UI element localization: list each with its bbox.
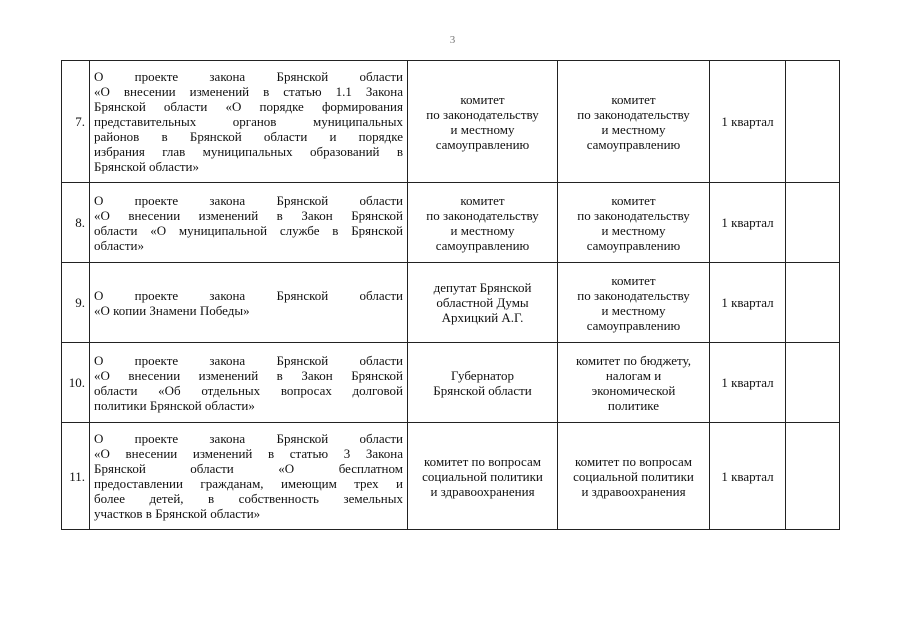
row-initiator — [408, 183, 558, 263]
responsible-line: по законодательству — [577, 106, 690, 122]
plan-table — [61, 60, 840, 530]
row-responsible — [558, 183, 710, 263]
table-row-7 — [62, 61, 840, 183]
row-responsible — [558, 343, 710, 423]
responsible-line: самоуправлению — [586, 317, 681, 333]
table-row-9 — [62, 263, 840, 343]
responsible-line: комитет — [611, 272, 656, 288]
title-line: «О внесении изменений в Закон Брянской — [94, 367, 403, 383]
initiator-line: Губернатор — [451, 367, 514, 383]
responsible-line: комитет по бюджету, — [575, 352, 691, 368]
title-line: «О внесении изменений в Закон Брянской — [94, 207, 403, 223]
row-term: 1 квартал — [710, 423, 786, 530]
initiator-line: комитет — [460, 192, 505, 208]
title-line: районов в Брянской области и порядке — [94, 129, 403, 144]
row-term: 1 квартал — [710, 61, 786, 183]
responsible-line: самоуправлению — [586, 237, 681, 253]
row-initiator — [408, 263, 558, 343]
responsible-line: по законодательству — [577, 207, 690, 223]
initiator-line: комитет — [460, 91, 505, 107]
title-line: более детей, в собственность земельных — [94, 491, 403, 506]
row-number: 8. — [62, 183, 90, 263]
initiator-line: самоуправлению — [435, 136, 530, 152]
title-line: политики Брянской области» — [94, 397, 255, 413]
row-note — [786, 343, 840, 423]
title-line: Брянской области» — [94, 159, 199, 174]
row-initiator — [408, 343, 558, 423]
title-line: «О внесении изменений в статью 1.1 Закона — [94, 84, 403, 99]
responsible-line: и местному — [601, 302, 666, 318]
row-title — [90, 263, 408, 343]
row-title — [90, 61, 408, 183]
row-initiator — [408, 423, 558, 530]
table-row-11 — [62, 423, 840, 530]
initiator-line: социальной политики — [422, 468, 543, 484]
row-number: 9. — [62, 263, 90, 343]
row-responsible — [558, 61, 710, 183]
responsible-line: налогам и — [605, 367, 662, 383]
row-responsible — [558, 423, 710, 530]
responsible-line: комитет — [611, 91, 656, 107]
responsible-line: политике — [607, 397, 660, 413]
row-note — [786, 423, 840, 530]
responsible-line: и местному — [601, 222, 666, 238]
title-line: области «О муниципальной службе в Брянской — [94, 222, 403, 238]
initiator-line: комитет по вопросам — [424, 453, 541, 469]
title-line: О проекте закона Брянской области — [94, 352, 403, 368]
responsible-line: комитет по вопросам — [575, 453, 692, 469]
row-term: 1 квартал — [710, 183, 786, 263]
title-line: представительных органов муниципальных — [94, 114, 403, 129]
title-line: области «Об отдельных вопросах долговой — [94, 382, 403, 398]
row-title — [90, 183, 408, 263]
page-number: 3 — [449, 34, 456, 46]
initiator-line: по законодательству — [426, 106, 539, 122]
title-line: О проекте закона Брянской области — [94, 192, 403, 208]
responsible-line: экономической — [591, 382, 676, 398]
initiator-line: самоуправлению — [435, 237, 530, 253]
row-number: 7. — [62, 61, 90, 183]
initiator-line: Архицкий А.Г. — [441, 310, 524, 325]
title-line: предоставлении гражданам, имеющим трех и — [94, 476, 403, 491]
title-line: «О внесении изменений в статью 3 Закона — [94, 446, 403, 461]
table-row-10 — [62, 343, 840, 423]
row-title — [90, 343, 408, 423]
initiator-line: и местному — [450, 121, 515, 137]
responsible-line: самоуправлению — [586, 136, 681, 152]
initiator-line: по законодательству — [426, 207, 539, 223]
row-number: 10. — [62, 343, 90, 423]
row-term: 1 квартал — [710, 343, 786, 423]
title-line: избрания глав муниципальных образований в — [94, 144, 403, 159]
initiator-line: и здравоохранения — [430, 483, 535, 499]
row-note — [786, 183, 840, 263]
responsible-line: и местному — [601, 121, 666, 137]
initiator-line: Брянской области — [433, 382, 532, 398]
row-note — [786, 263, 840, 343]
responsible-line: социальной политики — [573, 468, 694, 484]
title-line: участков в Брянской области» — [94, 506, 261, 521]
responsible-line: по законодательству — [577, 287, 690, 303]
title-line: О проекте закона Брянской области — [94, 287, 403, 303]
title-line: О проекте закона Брянской области — [94, 431, 403, 446]
initiator-line: и местному — [450, 222, 515, 238]
row-term: 1 квартал — [710, 263, 786, 343]
title-line: Брянской области «О порядке формирования — [94, 99, 403, 114]
initiator-line: депутат Брянской — [433, 280, 532, 295]
responsible-line: комитет — [611, 192, 656, 208]
row-title — [90, 423, 408, 530]
title-line: Брянской области «О бесплатном — [94, 461, 403, 476]
title-line: О проекте закона Брянской области — [94, 69, 403, 84]
responsible-line: и здравоохранения — [581, 483, 686, 499]
table-row-8 — [62, 183, 840, 263]
title-line: области» — [94, 237, 144, 253]
row-number: 11. — [62, 423, 90, 530]
row-initiator — [408, 61, 558, 183]
row-note — [786, 61, 840, 183]
row-responsible — [558, 263, 710, 343]
title-line: «О копии Знамени Победы» — [94, 302, 250, 318]
initiator-line: областной Думы — [436, 295, 529, 310]
